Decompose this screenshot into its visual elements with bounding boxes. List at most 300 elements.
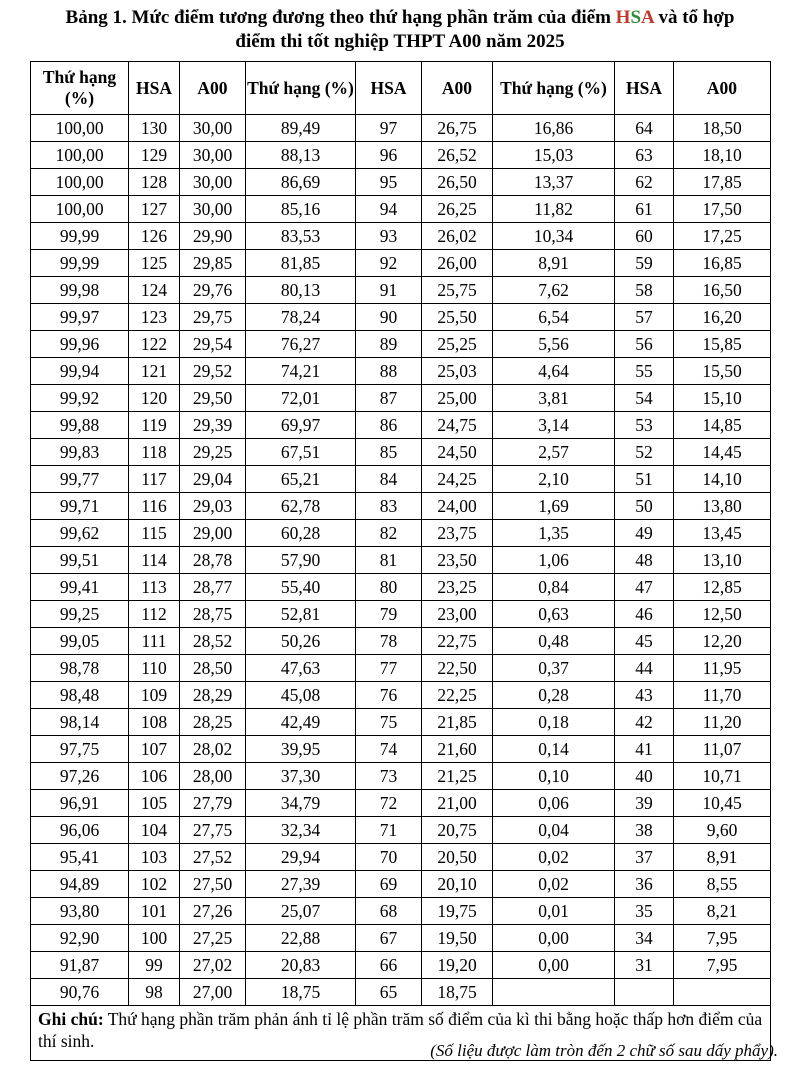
rank-cell: 99,77 xyxy=(31,466,129,493)
hsa-cell: 63 xyxy=(615,142,674,169)
rank-cell: 15,03 xyxy=(493,142,615,169)
a00-cell: 8,21 xyxy=(674,898,771,925)
rank-cell: 27,39 xyxy=(246,871,356,898)
hsa-cell: 67 xyxy=(356,925,422,952)
hsa-cell: 103 xyxy=(129,844,180,871)
table-row xyxy=(31,925,771,952)
hsa-cell: 40 xyxy=(615,763,674,790)
hsa-cell: 87 xyxy=(356,385,422,412)
rank-cell: 99,71 xyxy=(31,493,129,520)
a00-cell: 27,26 xyxy=(180,898,246,925)
rank-cell: 25,07 xyxy=(246,898,356,925)
a00-cell: 28,75 xyxy=(180,601,246,628)
hsa-cell: 69 xyxy=(356,871,422,898)
a00-cell: 28,78 xyxy=(180,547,246,574)
a00-cell: 29,90 xyxy=(180,223,246,250)
a00-cell: 12,50 xyxy=(674,601,771,628)
a00-cell: 26,50 xyxy=(422,169,493,196)
table-row xyxy=(31,358,771,385)
hsa-cell: 56 xyxy=(615,331,674,358)
rank-cell: 99,92 xyxy=(31,385,129,412)
title-line-1: Bảng 1. Mức điểm tương đương theo thứ hạng phần trăm của điểm HSA và tổ hợp xyxy=(65,7,735,28)
a00-cell: 25,75 xyxy=(422,277,493,304)
a00-cell: 15,50 xyxy=(674,358,771,385)
a00-cell: 21,00 xyxy=(422,790,493,817)
hsa-cell: 81 xyxy=(356,547,422,574)
hsa-cell: 86 xyxy=(356,412,422,439)
rank-cell: 8,91 xyxy=(493,250,615,277)
rank-cell: 0,48 xyxy=(493,628,615,655)
a00-cell: 29,52 xyxy=(180,358,246,385)
a00-cell: 22,75 xyxy=(422,628,493,655)
a00-cell: 27,50 xyxy=(180,871,246,898)
a00-cell: 27,75 xyxy=(180,817,246,844)
rank-cell: 78,24 xyxy=(246,304,356,331)
hsa-letter-s: S xyxy=(630,7,642,28)
a00-cell: 25,00 xyxy=(422,385,493,412)
a00-cell: 30,00 xyxy=(180,142,246,169)
a00-cell: 8,91 xyxy=(674,844,771,871)
rank-cell: 0,02 xyxy=(493,871,615,898)
hsa-cell: 51 xyxy=(615,466,674,493)
a00-cell: 26,02 xyxy=(422,223,493,250)
hsa-cell: 99 xyxy=(129,952,180,979)
hsa-cell: 64 xyxy=(615,115,674,142)
a00-cell: 26,52 xyxy=(422,142,493,169)
table-row xyxy=(31,763,771,790)
rank-cell: 0,06 xyxy=(493,790,615,817)
hsa-cell: 118 xyxy=(129,439,180,466)
a00-cell: 17,85 xyxy=(674,169,771,196)
table-row xyxy=(31,574,771,601)
rank-cell: 74,21 xyxy=(246,358,356,385)
a00-cell: 11,95 xyxy=(674,655,771,682)
hsa-cell: 109 xyxy=(129,682,180,709)
hsa-letter-a: A xyxy=(641,7,654,28)
a00-cell: 16,85 xyxy=(674,250,771,277)
hsa-cell: 88 xyxy=(356,358,422,385)
a00-cell: 29,03 xyxy=(180,493,246,520)
rank-cell: 0,02 xyxy=(493,844,615,871)
hsa-cell: 54 xyxy=(615,385,674,412)
hsa-cell: 76 xyxy=(356,682,422,709)
rank-cell: 0,01 xyxy=(493,898,615,925)
rank-cell: 62,78 xyxy=(246,493,356,520)
note-text: Thứ hạng phần trăm phản ánh tỉ lệ phần trăm số điểm của kì thi bằng hoặc thấp hơn điểm của thí sinh. xyxy=(38,1009,763,1051)
hsa-cell: 124 xyxy=(129,277,180,304)
table-row xyxy=(31,331,771,358)
a00-cell: 18,50 xyxy=(674,115,771,142)
hsa-cell: 127 xyxy=(129,196,180,223)
hsa-cell: 119 xyxy=(129,412,180,439)
a00-cell: 16,50 xyxy=(674,277,771,304)
rank-cell: 2,10 xyxy=(493,466,615,493)
a00-cell: 26,25 xyxy=(422,196,493,223)
table-row xyxy=(31,142,771,169)
hsa-cell: 79 xyxy=(356,601,422,628)
header-hsa: HSA xyxy=(615,62,674,115)
hsa-cell: 43 xyxy=(615,682,674,709)
a00-cell: 10,45 xyxy=(674,790,771,817)
hsa-cell: 68 xyxy=(356,898,422,925)
table-row xyxy=(31,547,771,574)
rank-cell: 67,51 xyxy=(246,439,356,466)
rank-cell: 0,04 xyxy=(493,817,615,844)
hsa-cell: 36 xyxy=(615,871,674,898)
a00-cell: 28,52 xyxy=(180,628,246,655)
hsa-cell: 114 xyxy=(129,547,180,574)
rank-cell: 76,27 xyxy=(246,331,356,358)
hsa-cell: 62 xyxy=(615,169,674,196)
header-rank: Thứ hạng (%) xyxy=(493,62,615,115)
hsa-cell: 35 xyxy=(615,898,674,925)
rank-cell: 22,88 xyxy=(246,925,356,952)
a00-cell: 19,20 xyxy=(422,952,493,979)
hsa-cell: 100 xyxy=(129,925,180,952)
table-row xyxy=(31,682,771,709)
rank-cell: 98,78 xyxy=(31,655,129,682)
a00-cell: 23,75 xyxy=(422,520,493,547)
a00-cell: 29,75 xyxy=(180,304,246,331)
rank-cell: 0,00 xyxy=(493,925,615,952)
a00-cell: 9,60 xyxy=(674,817,771,844)
a00-cell: 17,50 xyxy=(674,196,771,223)
table-body xyxy=(31,115,771,1006)
table-row xyxy=(31,385,771,412)
hsa-cell: 89 xyxy=(356,331,422,358)
rank-cell: 99,25 xyxy=(31,601,129,628)
table-row xyxy=(31,844,771,871)
a00-cell: 22,25 xyxy=(422,682,493,709)
a00-cell: 13,10 xyxy=(674,547,771,574)
rank-cell: 13,37 xyxy=(493,169,615,196)
hsa-cell: 113 xyxy=(129,574,180,601)
a00-cell: 28,00 xyxy=(180,763,246,790)
hsa-cell xyxy=(615,979,674,1006)
hsa-cell: 66 xyxy=(356,952,422,979)
rank-cell: 98,48 xyxy=(31,682,129,709)
rank-cell: 1,69 xyxy=(493,493,615,520)
hsa-cell: 74 xyxy=(356,736,422,763)
hsa-cell: 123 xyxy=(129,304,180,331)
a00-cell: 19,50 xyxy=(422,925,493,952)
a00-cell: 29,54 xyxy=(180,331,246,358)
rank-cell: 45,08 xyxy=(246,682,356,709)
a00-cell: 12,85 xyxy=(674,574,771,601)
rank-cell: 95,41 xyxy=(31,844,129,871)
header-a00: A00 xyxy=(422,62,493,115)
a00-cell: 14,45 xyxy=(674,439,771,466)
rank-cell: 6,54 xyxy=(493,304,615,331)
a00-cell: 25,03 xyxy=(422,358,493,385)
rank-cell: 89,49 xyxy=(246,115,356,142)
hsa-cell: 129 xyxy=(129,142,180,169)
hsa-letter-h: H xyxy=(615,7,631,28)
a00-cell: 29,50 xyxy=(180,385,246,412)
rank-cell: 0,28 xyxy=(493,682,615,709)
table-row xyxy=(31,952,771,979)
a00-cell: 29,04 xyxy=(180,466,246,493)
rank-cell: 99,97 xyxy=(31,304,129,331)
hsa-cell: 41 xyxy=(615,736,674,763)
hsa-cell: 53 xyxy=(615,412,674,439)
hsa-cell: 110 xyxy=(129,655,180,682)
hsa-cell: 42 xyxy=(615,709,674,736)
a00-cell: 27,79 xyxy=(180,790,246,817)
a00-cell xyxy=(674,979,771,1006)
hsa-cell: 97 xyxy=(356,115,422,142)
rank-cell: 99,62 xyxy=(31,520,129,547)
hsa-cell: 93 xyxy=(356,223,422,250)
hsa-cell: 84 xyxy=(356,466,422,493)
hsa-cell: 128 xyxy=(129,169,180,196)
a00-cell: 8,55 xyxy=(674,871,771,898)
a00-cell: 19,75 xyxy=(422,898,493,925)
hsa-cell: 91 xyxy=(356,277,422,304)
hsa-cell: 111 xyxy=(129,628,180,655)
hsa-cell: 82 xyxy=(356,520,422,547)
a00-cell: 13,80 xyxy=(674,493,771,520)
hsa-cell: 122 xyxy=(129,331,180,358)
rank-cell: 42,49 xyxy=(246,709,356,736)
a00-cell: 18,75 xyxy=(422,979,493,1006)
a00-cell: 7,95 xyxy=(674,952,771,979)
title-line-2: điểm thi tốt nghiệp THPT A00 năm 2025 xyxy=(235,31,565,52)
rank-cell: 99,96 xyxy=(31,331,129,358)
hsa-cell: 115 xyxy=(129,520,180,547)
hsa-cell: 31 xyxy=(615,952,674,979)
hsa-cell: 80 xyxy=(356,574,422,601)
a00-cell: 11,07 xyxy=(674,736,771,763)
hsa-cell: 96 xyxy=(356,142,422,169)
hsa-cell: 65 xyxy=(356,979,422,1006)
rank-cell: 55,40 xyxy=(246,574,356,601)
hsa-cell: 77 xyxy=(356,655,422,682)
a00-cell: 18,10 xyxy=(674,142,771,169)
table-title xyxy=(0,6,800,54)
hsa-cell: 83 xyxy=(356,493,422,520)
hsa-cell: 112 xyxy=(129,601,180,628)
a00-cell: 24,50 xyxy=(422,439,493,466)
rank-cell: 10,34 xyxy=(493,223,615,250)
a00-cell: 10,71 xyxy=(674,763,771,790)
a00-cell: 20,10 xyxy=(422,871,493,898)
a00-cell: 21,60 xyxy=(422,736,493,763)
hsa-cell: 71 xyxy=(356,817,422,844)
a00-cell: 26,00 xyxy=(422,250,493,277)
source-note: (Số liệu được làm tròn đến 2 chữ số sau dấy phẩy). xyxy=(430,1041,778,1060)
hsa-cell: 44 xyxy=(615,655,674,682)
a00-cell: 27,25 xyxy=(180,925,246,952)
a00-cell: 12,20 xyxy=(674,628,771,655)
hsa-cell: 37 xyxy=(615,844,674,871)
rank-cell: 0,37 xyxy=(493,655,615,682)
rank-cell: 39,95 xyxy=(246,736,356,763)
rank-cell: 99,41 xyxy=(31,574,129,601)
hsa-cell: 107 xyxy=(129,736,180,763)
rank-cell: 92,90 xyxy=(31,925,129,952)
rank-cell: 18,75 xyxy=(246,979,356,1006)
hsa-cell: 48 xyxy=(615,547,674,574)
table-row xyxy=(31,520,771,547)
rank-cell: 47,63 xyxy=(246,655,356,682)
hsa-cell: 101 xyxy=(129,898,180,925)
a00-cell: 11,70 xyxy=(674,682,771,709)
hsa-cell: 102 xyxy=(129,871,180,898)
rank-cell: 5,56 xyxy=(493,331,615,358)
note-label: Ghi chú: xyxy=(38,1009,104,1029)
hsa-cell: 39 xyxy=(615,790,674,817)
rank-cell: 4,64 xyxy=(493,358,615,385)
table-row xyxy=(31,277,771,304)
table-row xyxy=(31,736,771,763)
rank-cell: 85,16 xyxy=(246,196,356,223)
hsa-cell: 46 xyxy=(615,601,674,628)
rank-cell: 100,00 xyxy=(31,169,129,196)
rank-cell: 2,57 xyxy=(493,439,615,466)
hsa-cell: 57 xyxy=(615,304,674,331)
a00-cell: 24,25 xyxy=(422,466,493,493)
rank-cell xyxy=(493,979,615,1006)
rank-cell: 72,01 xyxy=(246,385,356,412)
rank-cell: 99,98 xyxy=(31,277,129,304)
a00-cell: 17,25 xyxy=(674,223,771,250)
header-hsa: HSA xyxy=(129,62,180,115)
hsa-cell: 34 xyxy=(615,925,674,952)
a00-cell: 7,95 xyxy=(674,925,771,952)
rank-cell: 100,00 xyxy=(31,196,129,223)
a00-cell: 28,02 xyxy=(180,736,246,763)
a00-cell: 15,10 xyxy=(674,385,771,412)
table-row xyxy=(31,709,771,736)
a00-cell: 28,77 xyxy=(180,574,246,601)
hsa-cell: 95 xyxy=(356,169,422,196)
a00-cell: 24,75 xyxy=(422,412,493,439)
rank-cell: 99,88 xyxy=(31,412,129,439)
rank-cell: 83,53 xyxy=(246,223,356,250)
a00-cell: 15,85 xyxy=(674,331,771,358)
rank-cell: 37,30 xyxy=(246,763,356,790)
rank-cell: 81,85 xyxy=(246,250,356,277)
a00-cell: 25,50 xyxy=(422,304,493,331)
table-row xyxy=(31,790,771,817)
hsa-cell: 117 xyxy=(129,466,180,493)
hsa-cell: 75 xyxy=(356,709,422,736)
a00-cell: 27,52 xyxy=(180,844,246,871)
hsa-cell: 116 xyxy=(129,493,180,520)
hsa-cell: 98 xyxy=(129,979,180,1006)
rank-cell: 20,83 xyxy=(246,952,356,979)
rank-cell: 11,82 xyxy=(493,196,615,223)
a00-cell: 26,75 xyxy=(422,115,493,142)
score-equivalence-table xyxy=(30,61,771,1061)
a00-cell: 28,29 xyxy=(180,682,246,709)
table-row xyxy=(31,304,771,331)
hsa-cell: 105 xyxy=(129,790,180,817)
hsa-cell: 125 xyxy=(129,250,180,277)
hsa-cell: 130 xyxy=(129,115,180,142)
a00-cell: 20,75 xyxy=(422,817,493,844)
table-row xyxy=(31,628,771,655)
rank-cell: 99,51 xyxy=(31,547,129,574)
a00-cell: 14,10 xyxy=(674,466,771,493)
hsa-cell: 106 xyxy=(129,763,180,790)
hsa-cell: 120 xyxy=(129,385,180,412)
rank-cell: 3,14 xyxy=(493,412,615,439)
hsa-cell: 52 xyxy=(615,439,674,466)
a00-cell: 24,00 xyxy=(422,493,493,520)
a00-cell: 13,45 xyxy=(674,520,771,547)
a00-cell: 20,50 xyxy=(422,844,493,871)
rank-cell: 29,94 xyxy=(246,844,356,871)
rank-cell: 80,13 xyxy=(246,277,356,304)
hsa-cell: 90 xyxy=(356,304,422,331)
rank-cell: 0,18 xyxy=(493,709,615,736)
header-a00: A00 xyxy=(180,62,246,115)
rank-cell: 50,26 xyxy=(246,628,356,655)
rank-cell: 99,83 xyxy=(31,439,129,466)
table-row xyxy=(31,493,771,520)
rank-cell: 0,10 xyxy=(493,763,615,790)
header-rank: Thứ hạng (%) xyxy=(246,62,356,115)
rank-cell: 99,05 xyxy=(31,628,129,655)
hsa-cell: 126 xyxy=(129,223,180,250)
a00-cell: 27,02 xyxy=(180,952,246,979)
table-row xyxy=(31,817,771,844)
rank-cell: 99,94 xyxy=(31,358,129,385)
table-row xyxy=(31,466,771,493)
rank-cell: 94,89 xyxy=(31,871,129,898)
rank-cell: 88,13 xyxy=(246,142,356,169)
rank-cell: 99,99 xyxy=(31,250,129,277)
rank-cell: 7,62 xyxy=(493,277,615,304)
rank-cell: 1,35 xyxy=(493,520,615,547)
rank-cell: 99,99 xyxy=(31,223,129,250)
a00-cell: 16,20 xyxy=(674,304,771,331)
rank-cell: 32,34 xyxy=(246,817,356,844)
rank-cell: 16,86 xyxy=(493,115,615,142)
hsa-cell: 73 xyxy=(356,763,422,790)
hsa-cell: 85 xyxy=(356,439,422,466)
table-row xyxy=(31,871,771,898)
hsa-cell: 55 xyxy=(615,358,674,385)
rank-cell: 1,06 xyxy=(493,547,615,574)
table-row xyxy=(31,169,771,196)
rank-cell: 69,97 xyxy=(246,412,356,439)
hsa-cell: 78 xyxy=(356,628,422,655)
a00-cell: 30,00 xyxy=(180,169,246,196)
a00-cell: 28,25 xyxy=(180,709,246,736)
a00-cell: 30,00 xyxy=(180,196,246,223)
table-row xyxy=(31,898,771,925)
hsa-cell: 108 xyxy=(129,709,180,736)
a00-cell: 30,00 xyxy=(180,115,246,142)
rank-cell: 60,28 xyxy=(246,520,356,547)
rank-cell: 93,80 xyxy=(31,898,129,925)
table-row xyxy=(31,115,771,142)
a00-cell: 29,85 xyxy=(180,250,246,277)
a00-cell: 29,00 xyxy=(180,520,246,547)
a00-cell: 14,85 xyxy=(674,412,771,439)
rank-cell: 97,26 xyxy=(31,763,129,790)
hsa-cell: 94 xyxy=(356,196,422,223)
rank-cell: 96,91 xyxy=(31,790,129,817)
hsa-cell: 38 xyxy=(615,817,674,844)
rank-cell: 0,00 xyxy=(493,952,615,979)
rank-cell: 3,81 xyxy=(493,385,615,412)
rank-cell: 97,75 xyxy=(31,736,129,763)
header-hsa: HSA xyxy=(356,62,422,115)
